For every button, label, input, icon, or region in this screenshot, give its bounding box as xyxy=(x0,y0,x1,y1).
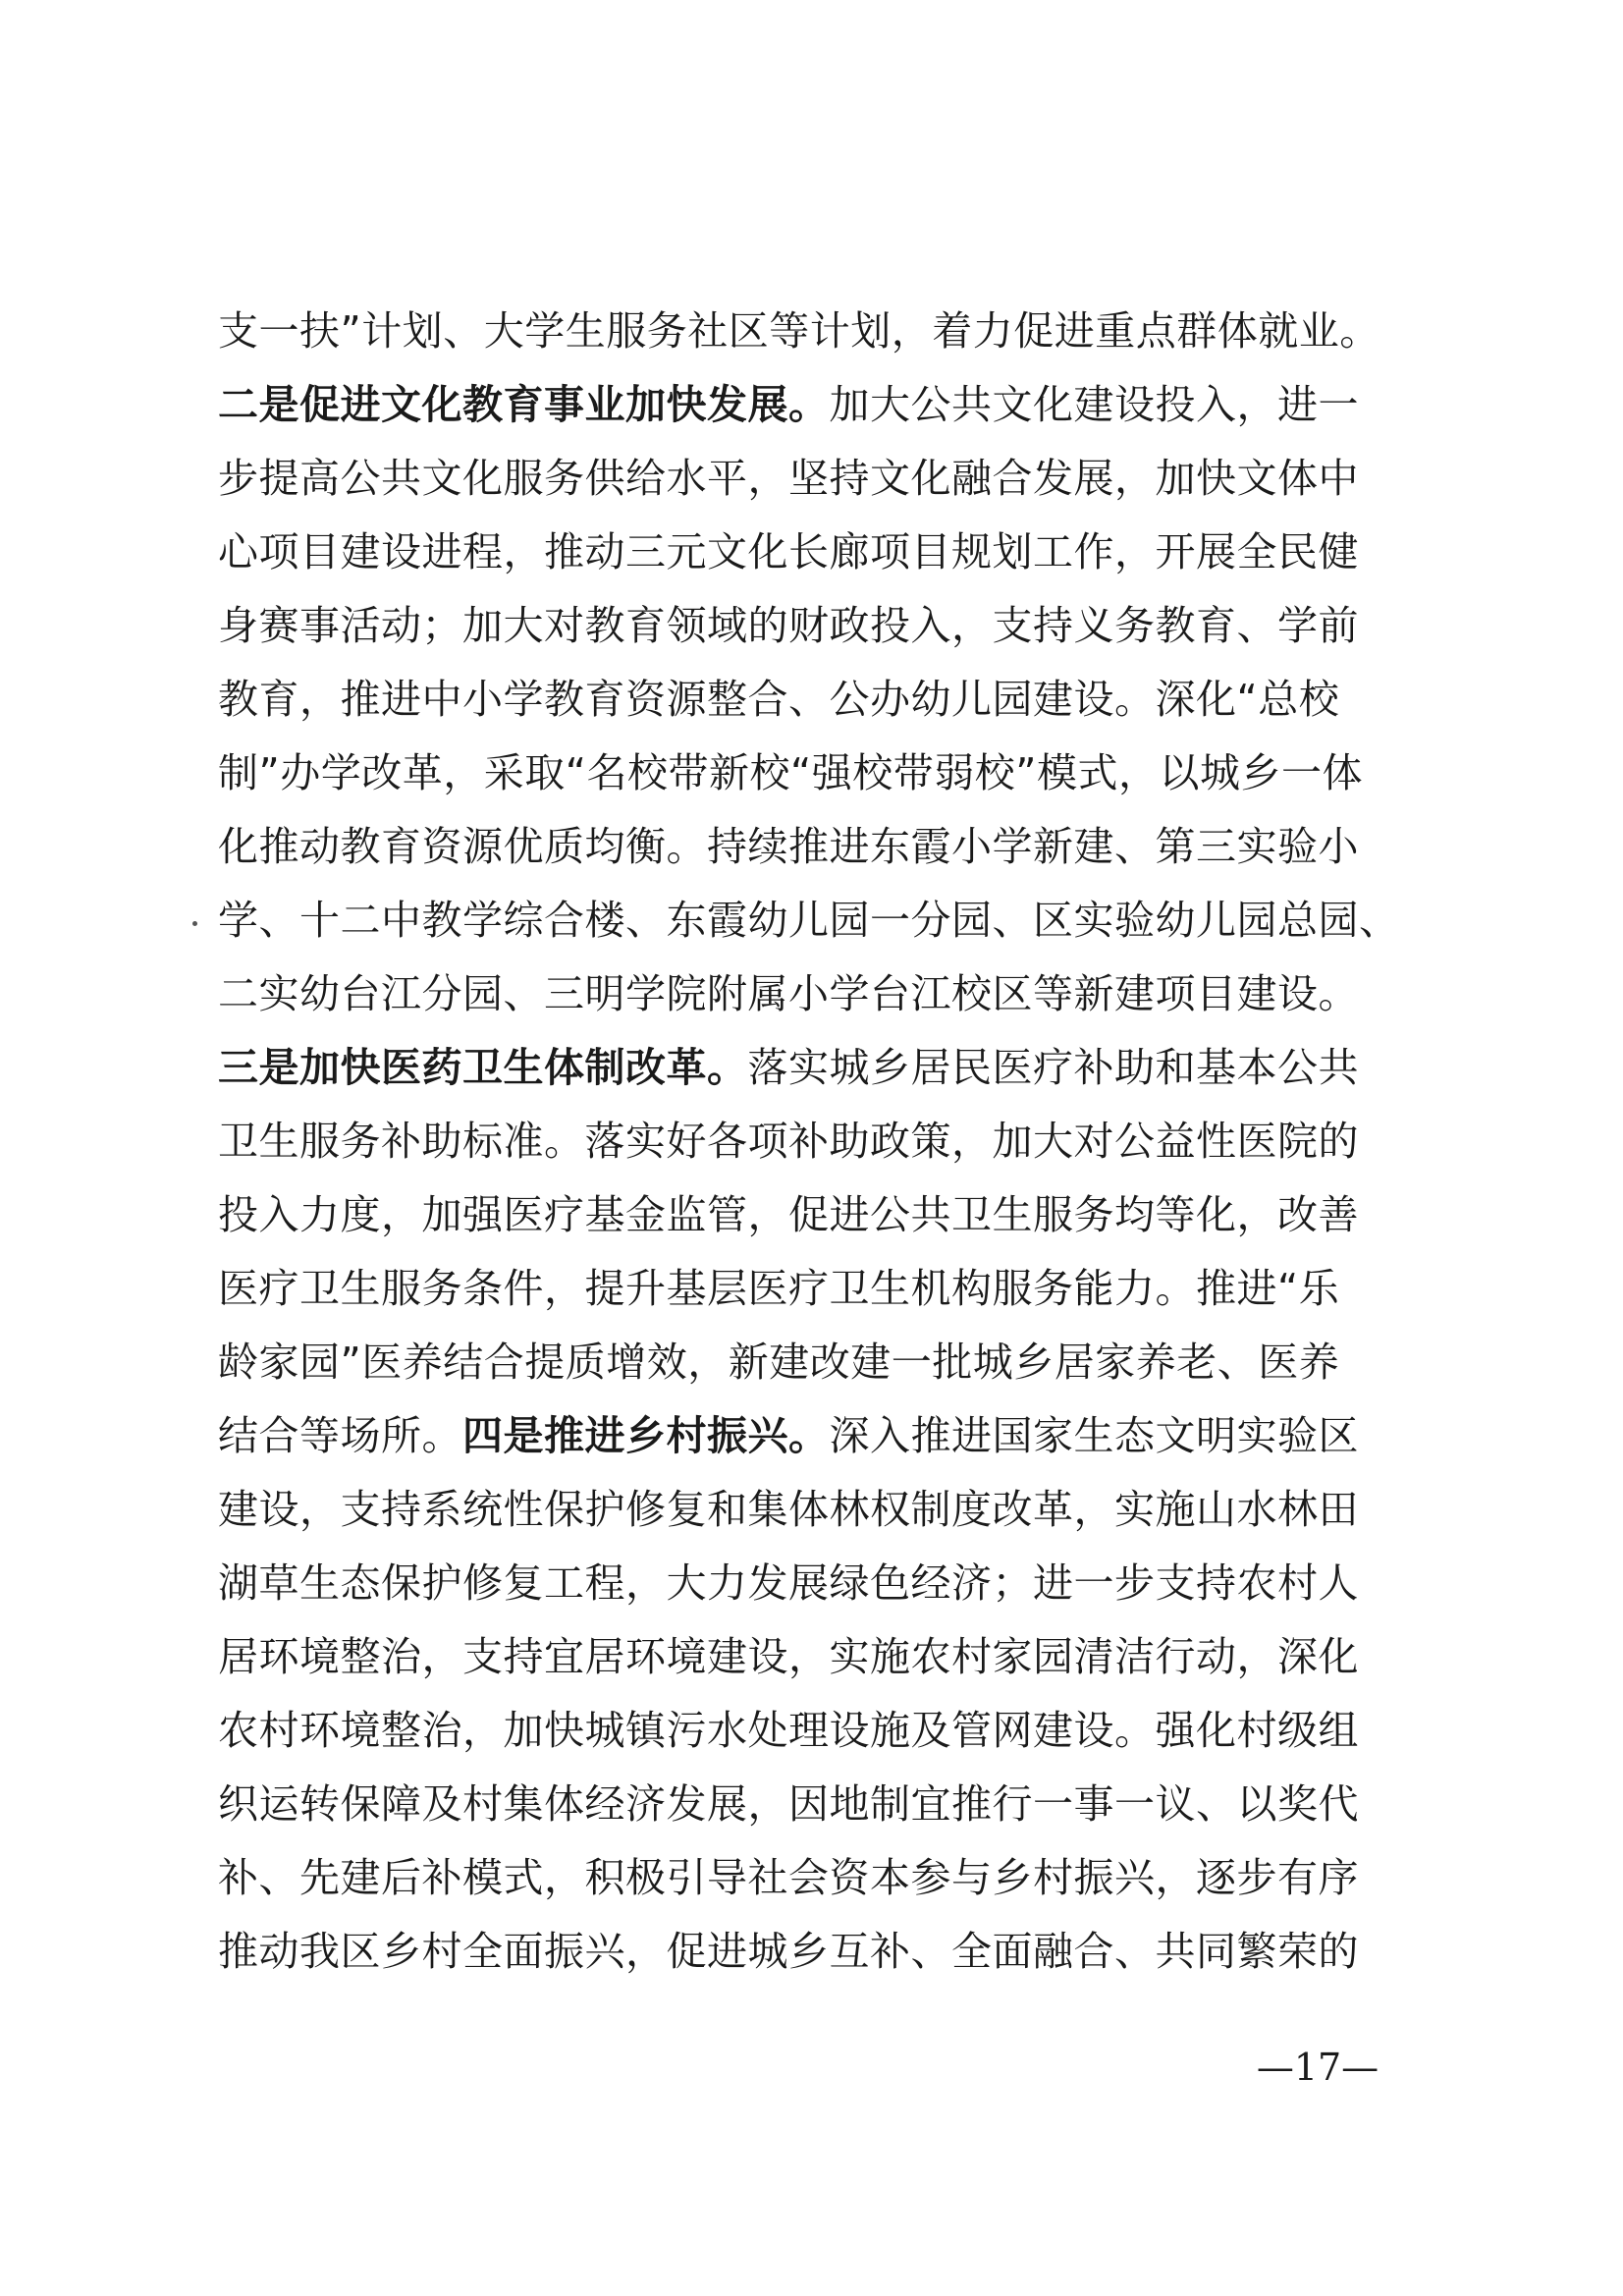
text-line xyxy=(218,1547,1428,1620)
page-number: —17— xyxy=(1256,2046,1380,2089)
text-segment: 身赛事活动；加大对教育领域的财政投入，支持义务教育、学前 xyxy=(218,602,1359,649)
text-line xyxy=(218,737,1428,810)
bold-heading: 三是加快医药卫生体制改革。 xyxy=(218,1044,748,1091)
text-line xyxy=(218,1620,1428,1694)
text-segment: 深入推进国家生态文明实验区 xyxy=(829,1412,1359,1459)
text-segment: 步提高公共文化服务供给水平，坚持文化融合发展，加快文体中 xyxy=(218,455,1359,502)
text-line xyxy=(218,295,1428,368)
text-segment: 制”办学改革，采取“名校带新校“强校带弱校”模式，以城乡一体 xyxy=(218,749,1363,796)
text-segment: 心项目建设进程，推动三元文化长廊项目规划工作，开展全民健 xyxy=(218,528,1359,575)
scan-speck xyxy=(192,921,197,926)
text-line xyxy=(218,1915,1428,1989)
text-line xyxy=(218,1326,1428,1399)
text-segment: 化推动教育资源优质均衡。持续推进东霞小学新建、第三实验小 xyxy=(218,823,1359,870)
text-line xyxy=(218,1473,1428,1547)
text-segment: 织运转保障及村集体经济发展，因地制宜推行一事一议、以奖代 xyxy=(218,1780,1359,1828)
text-line xyxy=(218,810,1428,884)
bold-heading: 四是推进乡村振兴。 xyxy=(462,1412,830,1459)
text-segment: 建设，支持系统性保护修复和集体林权制度改革，实施山水林田 xyxy=(218,1486,1359,1533)
text-segment: 二实幼台江分园、三明学院附属小学台江校区等新建项目建设。 xyxy=(218,970,1359,1017)
text-segment: 结合等场所。 xyxy=(218,1412,462,1459)
text-line xyxy=(218,1768,1428,1841)
text-line xyxy=(218,884,1428,957)
text-line xyxy=(218,1178,1428,1252)
text-line xyxy=(218,516,1428,589)
text-segment: 湖草生态保护修复工程，大力发展绿色经济；进一步支持农村人 xyxy=(218,1559,1359,1607)
text-segment: 龄家园”医养结合提质增效，新建改建一批城乡居家养老、医养 xyxy=(218,1339,1340,1386)
text-segment: 投入力度，加强医疗基金监管，促进公共卫生服务均等化，改善 xyxy=(218,1191,1359,1238)
text-line xyxy=(218,957,1428,1031)
body-text xyxy=(218,295,1428,1989)
text-segment: 学、十二中教学综合楼、东霞幼儿园一分园、区实验幼儿园总园、 xyxy=(218,897,1400,944)
text-line xyxy=(218,663,1428,737)
text-line xyxy=(218,1399,1428,1473)
text-segment: 补、先建后补模式，积极引导社会资本参与乡村振兴，逐步有序 xyxy=(218,1854,1359,1901)
text-line xyxy=(218,1031,1428,1105)
bold-heading: 二是促进文化教育事业加快发展。 xyxy=(218,381,830,428)
text-segment: 居环境整治，支持宜居环境建设，实施农村家园清洁行动，深化 xyxy=(218,1633,1359,1680)
text-segment: 卫生服务补助标准。落实好各项补助政策，加大对公益性医院的 xyxy=(218,1118,1359,1165)
text-line xyxy=(218,589,1428,663)
text-segment: 支一扶”计划、大学生服务社区等计划，着力促进重点群体就业。 xyxy=(218,307,1380,355)
text-line xyxy=(218,1105,1428,1178)
text-segment: 农村环境整治，加快城镇污水处理设施及管网建设。强化村级组 xyxy=(218,1707,1359,1754)
text-segment: 教育，推进中小学教育资源整合、公办幼儿园建设。深化“总校 xyxy=(218,676,1340,723)
text-line xyxy=(218,1252,1428,1326)
text-line xyxy=(218,368,1428,442)
text-segment: 加大公共文化建设投入，进一 xyxy=(829,381,1359,428)
text-segment: 落实城乡居民医疗补助和基本公共 xyxy=(747,1044,1359,1091)
text-line xyxy=(218,1841,1428,1915)
text-line xyxy=(218,1694,1428,1768)
text-line xyxy=(218,442,1428,516)
text-segment: 医疗卫生服务条件，提升基层医疗卫生机构服务能力。推进“乐 xyxy=(218,1265,1340,1312)
text-segment: 推动我区乡村全面振兴，促进城乡互补、全面融合、共同繁荣的 xyxy=(218,1928,1359,1975)
